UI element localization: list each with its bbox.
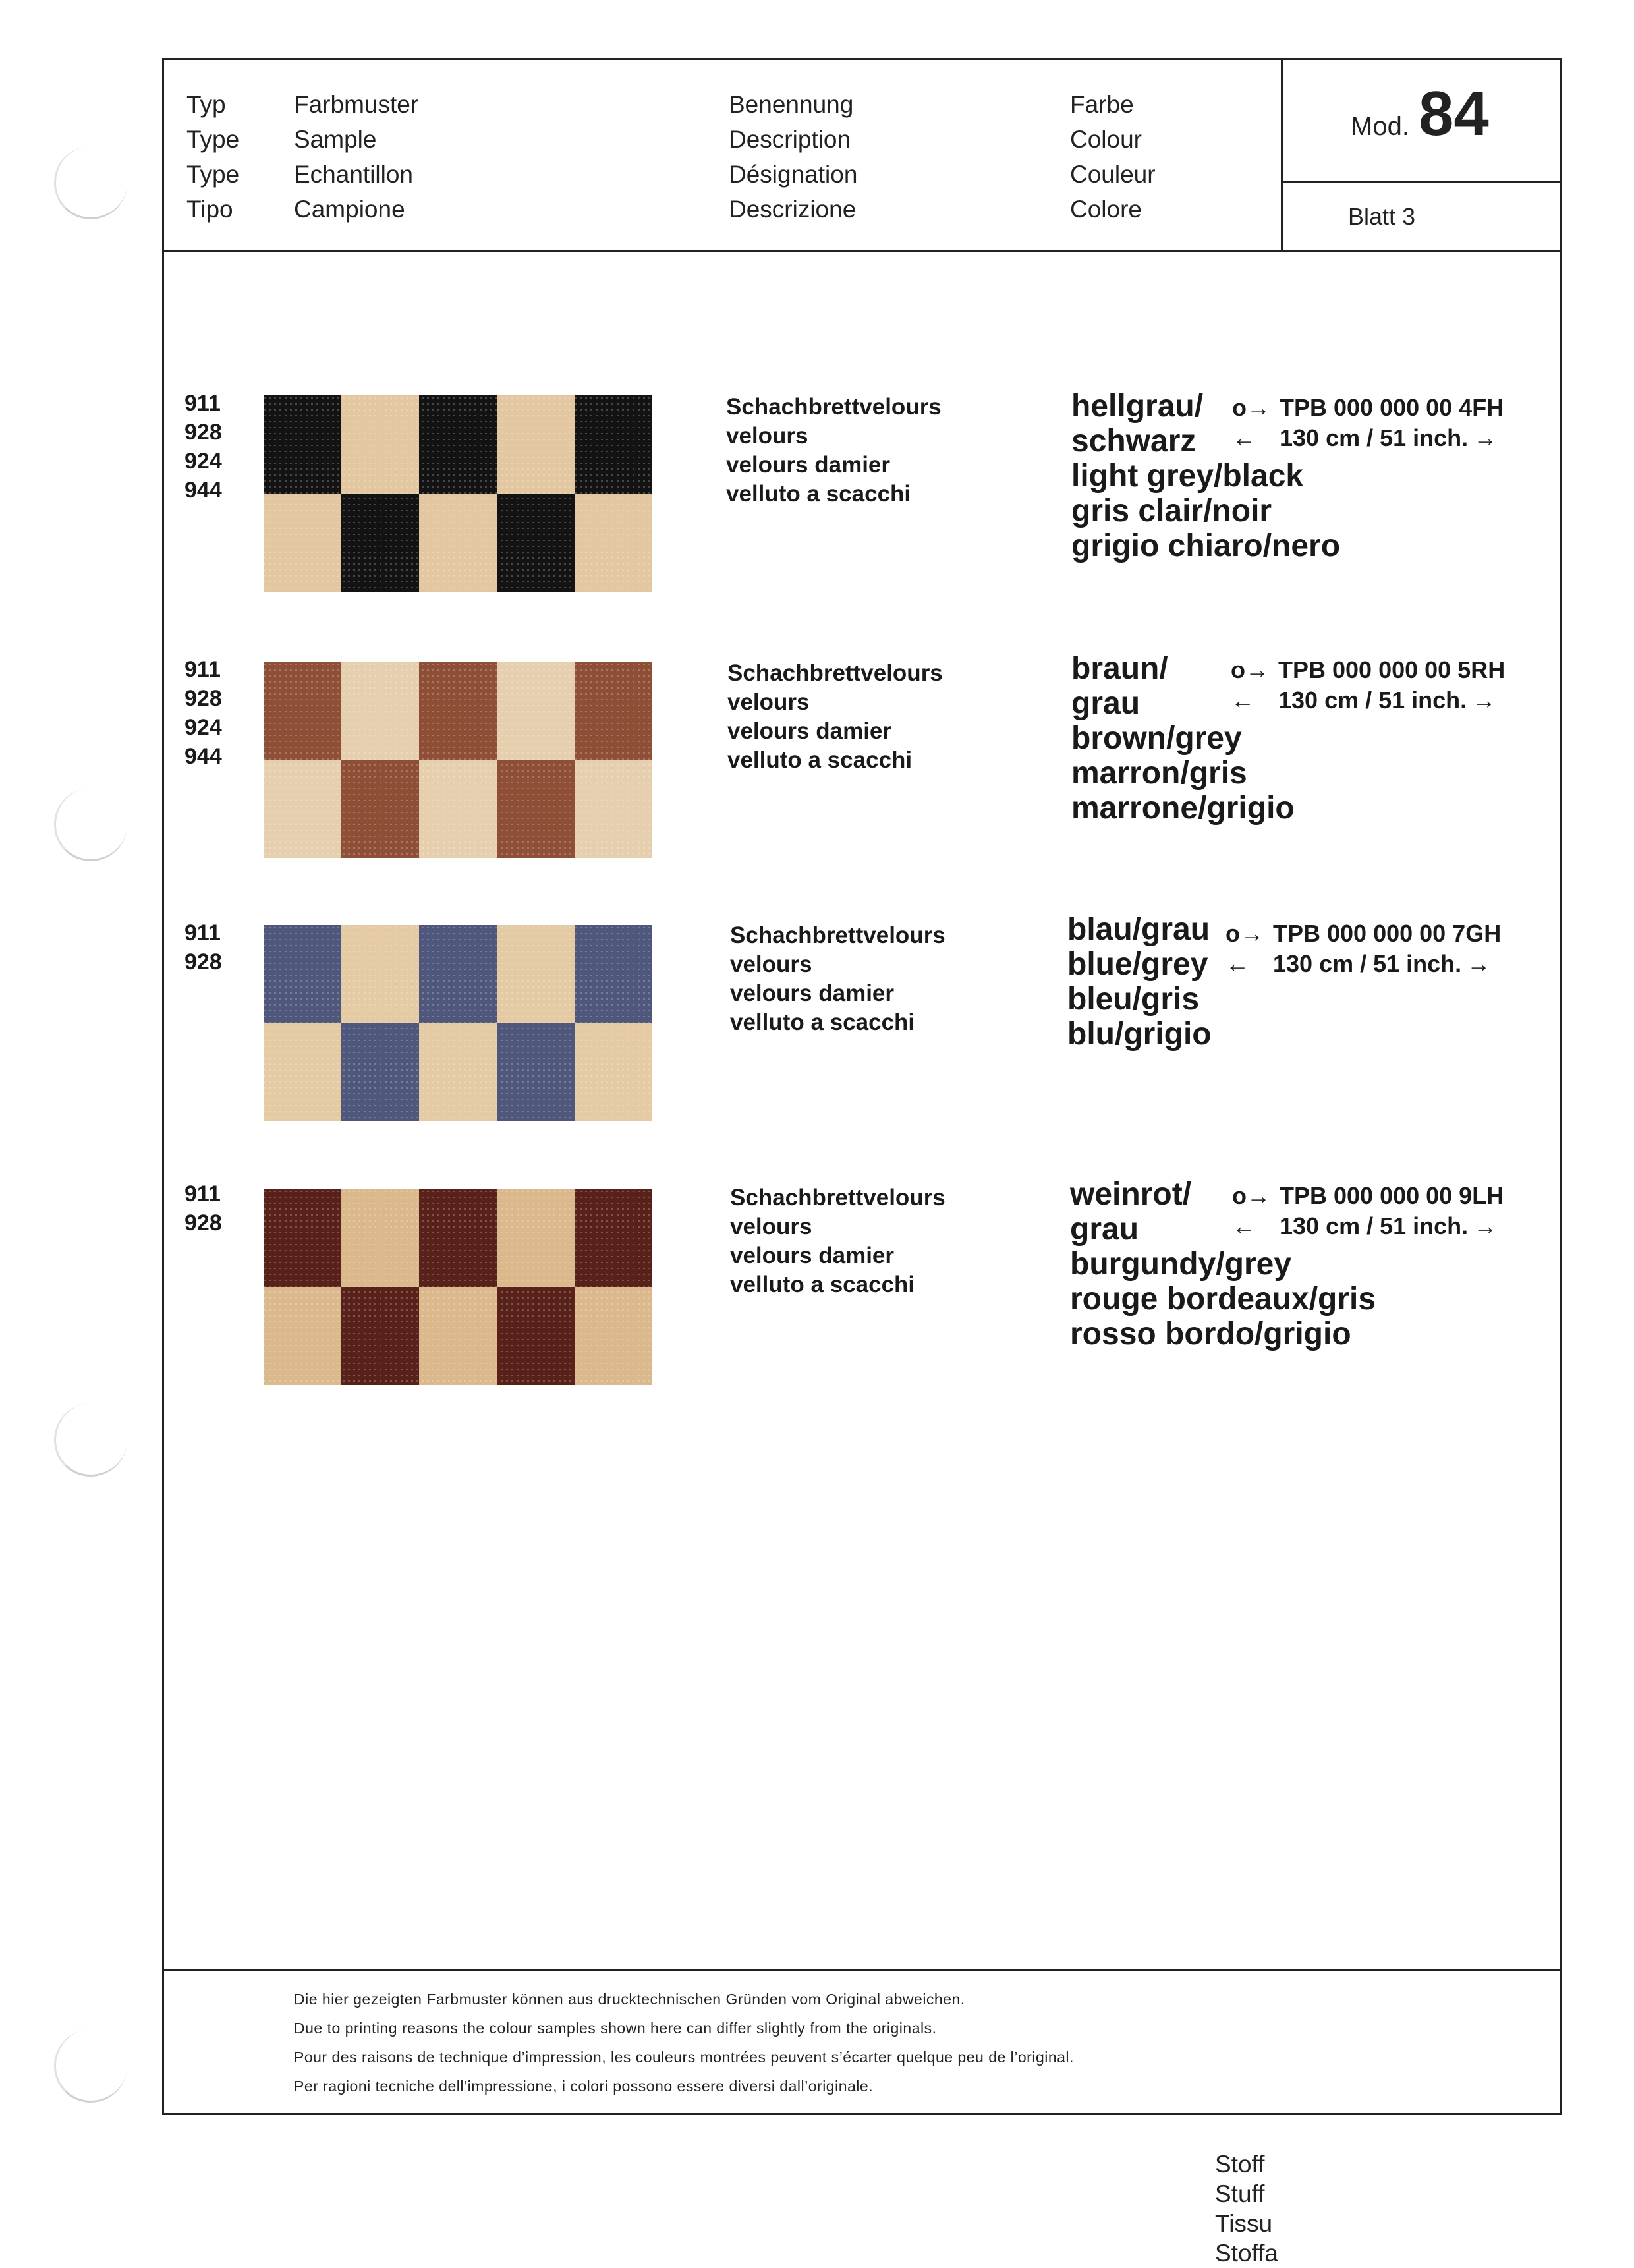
header-label: Tipo bbox=[186, 196, 233, 223]
part-number-row bbox=[1226, 919, 1501, 949]
fabric-swatch bbox=[264, 395, 652, 592]
section-tab-label: Stuff bbox=[1215, 2180, 1265, 2207]
part-number-row bbox=[1232, 393, 1504, 423]
section-tab-label: Tissu bbox=[1215, 2210, 1273, 2237]
sample-code: 924 bbox=[184, 715, 222, 740]
section-tab-label: Stoff bbox=[1215, 2151, 1265, 2178]
swatch-square bbox=[575, 1287, 652, 1385]
colour-name: blau/grau bbox=[1067, 912, 1210, 947]
model-box-rule bbox=[1281, 181, 1562, 183]
description-line: velluto a scacchi bbox=[730, 1272, 915, 1297]
swatch-square bbox=[497, 1023, 575, 1121]
swatch-square bbox=[575, 760, 652, 858]
description-line: velluto a scacchi bbox=[726, 481, 911, 507]
swatch-square bbox=[419, 1287, 497, 1385]
header-label: Farbmuster bbox=[294, 91, 419, 118]
sample-code: 924 bbox=[184, 449, 222, 474]
swatch-square bbox=[264, 1287, 342, 1385]
swatch-square bbox=[264, 760, 342, 858]
sample-code: 944 bbox=[184, 744, 222, 769]
model-box-divider bbox=[1281, 58, 1283, 251]
part-info bbox=[1226, 919, 1501, 979]
description-line: velluto a scacchi bbox=[727, 747, 913, 773]
colour-name: marron/gris bbox=[1071, 756, 1247, 791]
width-row bbox=[1231, 685, 1505, 716]
fabric-swatch bbox=[264, 1189, 652, 1385]
arrow-left-icon: ← bbox=[1232, 1212, 1256, 1239]
colour-name: brown/grey bbox=[1071, 721, 1242, 756]
swatch-square bbox=[264, 1023, 342, 1121]
colour-name: braun/ bbox=[1071, 651, 1168, 686]
roll-direction-icon: o→ bbox=[1232, 394, 1270, 421]
sample-code: 911 bbox=[184, 657, 221, 682]
colour-name: burgundy/grey bbox=[1070, 1247, 1292, 1282]
colour-name: hellgrau/ bbox=[1071, 389, 1204, 424]
header-label: Description bbox=[729, 126, 851, 153]
arrow-left-icon: ← bbox=[1231, 687, 1254, 714]
description-line: velluto a scacchi bbox=[730, 1009, 915, 1035]
part-number: TPB 000 000 00 5RH bbox=[1278, 656, 1506, 683]
colour-name: grigio chiaro/nero bbox=[1071, 528, 1341, 563]
colour-name: blue/grey bbox=[1067, 947, 1208, 982]
header-divider bbox=[162, 250, 1562, 252]
sample-description bbox=[726, 393, 942, 509]
footer-divider bbox=[162, 1969, 1562, 1971]
roll-direction-icon: o→ bbox=[1231, 656, 1269, 683]
description-line: velours bbox=[726, 423, 808, 449]
colour-names bbox=[1067, 912, 1212, 1052]
section-tab bbox=[1215, 2149, 1278, 2268]
arrow-right-icon: → bbox=[1473, 1212, 1498, 1239]
disclaimer-line: Pour des raisons de technique d’impression, les couleurs montrées peuvent s’écarter quelque peu de l’original. bbox=[294, 2049, 1074, 2066]
description-line: velours damier bbox=[730, 1243, 894, 1268]
swatch-square bbox=[497, 395, 575, 494]
description-line: velours bbox=[730, 1214, 812, 1239]
swatch-square bbox=[341, 1287, 420, 1385]
colour-name: marrone/grigio bbox=[1071, 791, 1295, 826]
print-disclaimer bbox=[294, 1985, 1074, 2101]
fabric-width: 130 cm / 51 inch. bbox=[1273, 950, 1462, 977]
roll-direction-icon: o→ bbox=[1232, 1182, 1270, 1209]
sample-code: 911 bbox=[184, 391, 221, 416]
swatch-square bbox=[341, 1023, 420, 1121]
part-number: TPB 000 000 00 4FH bbox=[1280, 394, 1504, 421]
sample-description bbox=[730, 1183, 945, 1299]
header-type-column bbox=[186, 87, 239, 227]
fabric-width: 130 cm / 51 inch. bbox=[1280, 1212, 1469, 1239]
swatch-square bbox=[419, 760, 497, 858]
width-row bbox=[1232, 423, 1504, 453]
width-row bbox=[1232, 1211, 1504, 1241]
disclaimer-line: Die hier gezeigten Farbmuster können aus drucktechnischen Gründen vom Original abweichen. bbox=[294, 1991, 965, 2008]
sample-code: 928 bbox=[184, 420, 222, 445]
arrow-left-icon: ← bbox=[1226, 950, 1249, 977]
colour-name: light grey/black bbox=[1071, 459, 1304, 494]
sample-codes bbox=[184, 1179, 222, 1237]
swatch-square bbox=[497, 1189, 575, 1288]
fabric-swatch bbox=[264, 662, 652, 858]
colour-name: blu/grigio bbox=[1067, 1017, 1212, 1052]
binder-hole bbox=[54, 1403, 127, 1477]
colour-name: grau bbox=[1070, 1212, 1139, 1247]
swatch-square bbox=[497, 662, 575, 760]
description-line: Schachbrettvelours bbox=[727, 660, 943, 686]
sample-codes bbox=[184, 919, 222, 977]
width-row bbox=[1226, 949, 1501, 979]
sample-code: 928 bbox=[184, 686, 222, 711]
description-line: velours damier bbox=[730, 980, 894, 1006]
header-label: Benennung bbox=[729, 91, 854, 118]
header-label: Colore bbox=[1070, 196, 1142, 223]
description-line: Schachbrettvelours bbox=[730, 922, 945, 948]
description-line: velours bbox=[727, 689, 810, 715]
header-description-column bbox=[729, 87, 857, 227]
header-colour-column bbox=[1070, 87, 1156, 227]
header-label: Type bbox=[186, 161, 240, 188]
colour-name: rouge bordeaux/gris bbox=[1070, 1282, 1376, 1317]
part-number: TPB 000 000 00 7GH bbox=[1273, 920, 1502, 947]
swatch-square bbox=[497, 494, 575, 592]
sheet-number: Blatt 3 bbox=[1348, 203, 1416, 230]
description-line: velours bbox=[730, 951, 812, 977]
sample-description bbox=[730, 921, 945, 1037]
sample-code: 911 bbox=[184, 921, 221, 946]
model-value: 84 bbox=[1418, 78, 1489, 149]
swatch-square bbox=[497, 760, 575, 858]
description-line: velours damier bbox=[726, 452, 890, 478]
sample-codes bbox=[184, 655, 222, 771]
swatch-square bbox=[575, 494, 652, 592]
colour-name: bleu/gris bbox=[1067, 982, 1200, 1017]
colour-name: gris clair/noir bbox=[1071, 494, 1272, 528]
fabric-swatch bbox=[264, 925, 652, 1121]
colour-name: weinrot/ bbox=[1070, 1177, 1192, 1212]
part-info bbox=[1231, 655, 1505, 716]
description-line: velours damier bbox=[727, 718, 891, 744]
sample-code: 944 bbox=[184, 478, 222, 503]
header-label: Désignation bbox=[729, 161, 858, 188]
sample-codes bbox=[184, 389, 222, 505]
colour-name: grau bbox=[1071, 686, 1141, 721]
header-label: Campione bbox=[294, 196, 405, 223]
part-number-row bbox=[1231, 655, 1505, 685]
arrow-right-icon: → bbox=[1473, 424, 1498, 451]
header-label: Couleur bbox=[1070, 161, 1156, 188]
swatch-square bbox=[419, 494, 497, 592]
header-label: Colour bbox=[1070, 126, 1142, 153]
binder-hole bbox=[54, 2029, 127, 2103]
swatch-square bbox=[264, 494, 342, 592]
model-label: Mod. bbox=[1351, 112, 1409, 141]
swatch-square bbox=[419, 1023, 497, 1121]
arrow-left-icon: ← bbox=[1232, 424, 1256, 451]
part-info bbox=[1232, 393, 1504, 453]
disclaimer-line: Due to printing reasons the colour samples shown here can differ slightly from the originals. bbox=[294, 2020, 937, 2037]
part-number-row bbox=[1232, 1181, 1504, 1211]
sample-code: 928 bbox=[184, 1210, 222, 1235]
roll-direction-icon: o→ bbox=[1226, 920, 1264, 947]
part-number: TPB 000 000 00 9LH bbox=[1280, 1182, 1504, 1209]
description-line: Schachbrettvelours bbox=[726, 394, 942, 420]
fabric-width: 130 cm / 51 inch. bbox=[1280, 424, 1469, 451]
header-label: Typ bbox=[186, 91, 226, 118]
fabric-width: 130 cm / 51 inch. bbox=[1278, 687, 1467, 714]
sample-code: 928 bbox=[184, 950, 222, 975]
header-label: Type bbox=[186, 126, 240, 153]
disclaimer-line: Per ragioni tecniche dell’impressione, i colori possono essere diversi dall’originale. bbox=[294, 2078, 874, 2095]
binder-hole bbox=[54, 146, 127, 219]
header-label: Sample bbox=[294, 126, 377, 153]
swatch-square bbox=[575, 1023, 652, 1121]
section-tab-label: Stoffa bbox=[1215, 2240, 1279, 2267]
part-info bbox=[1232, 1181, 1504, 1241]
colour-name: schwarz bbox=[1071, 424, 1197, 459]
swatch-square bbox=[341, 494, 420, 592]
header-label: Echantillon bbox=[294, 161, 414, 188]
header-label: Descrizione bbox=[729, 196, 857, 223]
colour-name: rosso bordo/grigio bbox=[1070, 1317, 1351, 1351]
description-line: Schachbrettvelours bbox=[730, 1185, 945, 1210]
swatch-square bbox=[497, 925, 575, 1024]
binder-hole bbox=[54, 788, 127, 861]
model-number bbox=[1351, 78, 1489, 150]
header-sample-column bbox=[294, 87, 418, 227]
arrow-right-icon: → bbox=[1472, 687, 1496, 714]
arrow-right-icon: → bbox=[1467, 950, 1491, 977]
swatch-square bbox=[497, 1287, 575, 1385]
sample-code: 911 bbox=[184, 1181, 221, 1206]
sample-description bbox=[727, 659, 943, 775]
header-label: Farbe bbox=[1070, 91, 1134, 118]
swatch-square bbox=[341, 760, 420, 858]
